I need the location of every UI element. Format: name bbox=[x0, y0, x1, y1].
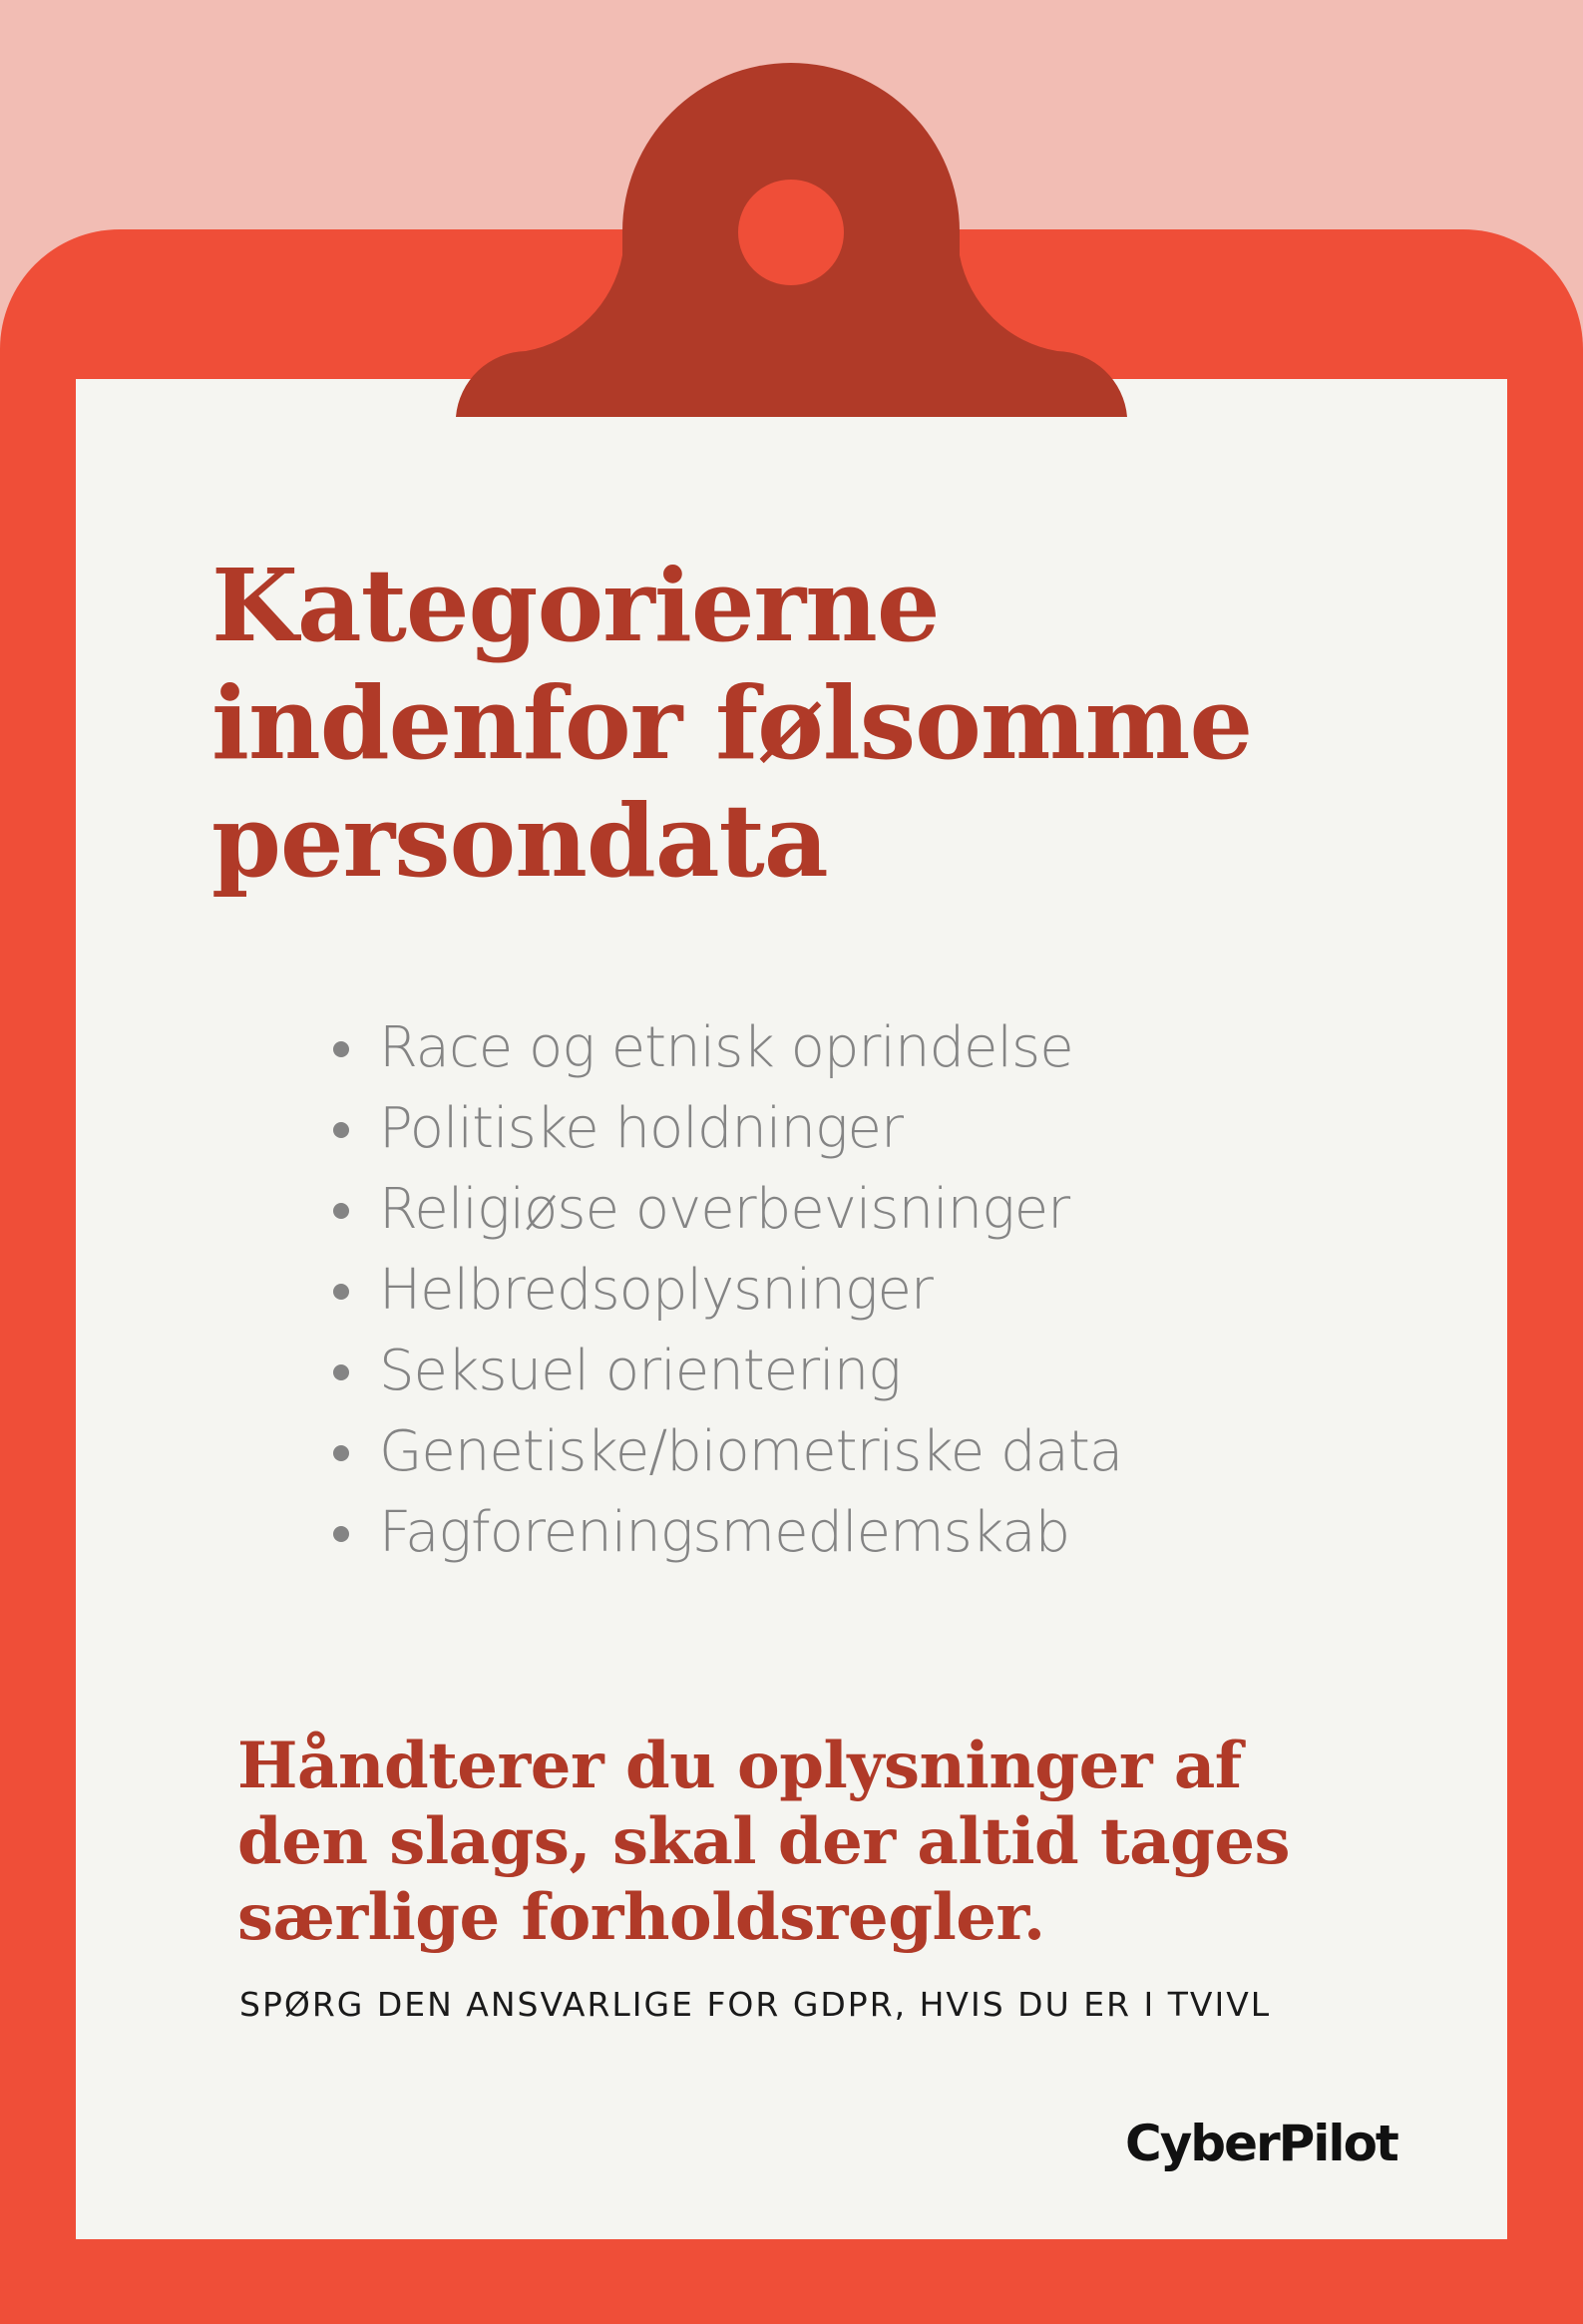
list-item bbox=[329, 1250, 1122, 1331]
list-item-label: Fagforeningsmedlemskab bbox=[379, 1500, 1070, 1565]
list-item bbox=[329, 1331, 1122, 1411]
bullet-dot-icon bbox=[333, 1203, 349, 1219]
list-item-label: Seksuel orientering bbox=[379, 1339, 901, 1403]
list-item-label: Race og etnisk oprindelse bbox=[379, 1015, 1073, 1080]
bullet-dot-icon bbox=[333, 1445, 349, 1461]
list-item bbox=[329, 1492, 1122, 1573]
title-line: indenfor følsomme bbox=[211, 664, 1253, 782]
bullet-dot-icon bbox=[333, 1526, 349, 1542]
list-item-label: Helbredsoplysninger bbox=[379, 1258, 933, 1323]
cyberpilot-logo: CyberPilot bbox=[1125, 2115, 1397, 2172]
bullet-dot-icon bbox=[333, 1364, 349, 1380]
bullet-dot-icon bbox=[333, 1284, 349, 1300]
bullet-dot-icon bbox=[333, 1041, 349, 1057]
note-line: Håndterer du oplysninger af bbox=[237, 1729, 1242, 1803]
list-item bbox=[329, 1411, 1122, 1492]
gdpr-tagline: SPØRG DEN ANSVARLIGE FOR GDPR, HVIS DU ER I TVIVL bbox=[239, 1985, 1272, 2024]
title-line: persondata bbox=[211, 782, 828, 900]
clip-hole bbox=[738, 180, 844, 285]
page-title bbox=[211, 547, 1408, 900]
note-line: særlige forholdsregler. bbox=[237, 1880, 1045, 1955]
list-item bbox=[329, 1169, 1122, 1250]
list-item-label: Politiske holdninger bbox=[379, 1096, 904, 1161]
sensitive-data-categories-list bbox=[329, 1007, 1122, 1573]
note-line: den slags, skal der altid tages bbox=[237, 1804, 1291, 1879]
precaution-note bbox=[237, 1729, 1385, 1956]
bullet-dot-icon bbox=[333, 1122, 349, 1138]
list-item-label: Genetiske/biometriske data bbox=[379, 1419, 1123, 1484]
clipboard-clip-icon bbox=[0, 0, 1583, 429]
list-item-label: Religiøse overbevisninger bbox=[379, 1177, 1070, 1242]
title-line: Kategorierne bbox=[211, 547, 940, 664]
list-item bbox=[329, 1007, 1122, 1088]
list-item bbox=[329, 1088, 1122, 1169]
